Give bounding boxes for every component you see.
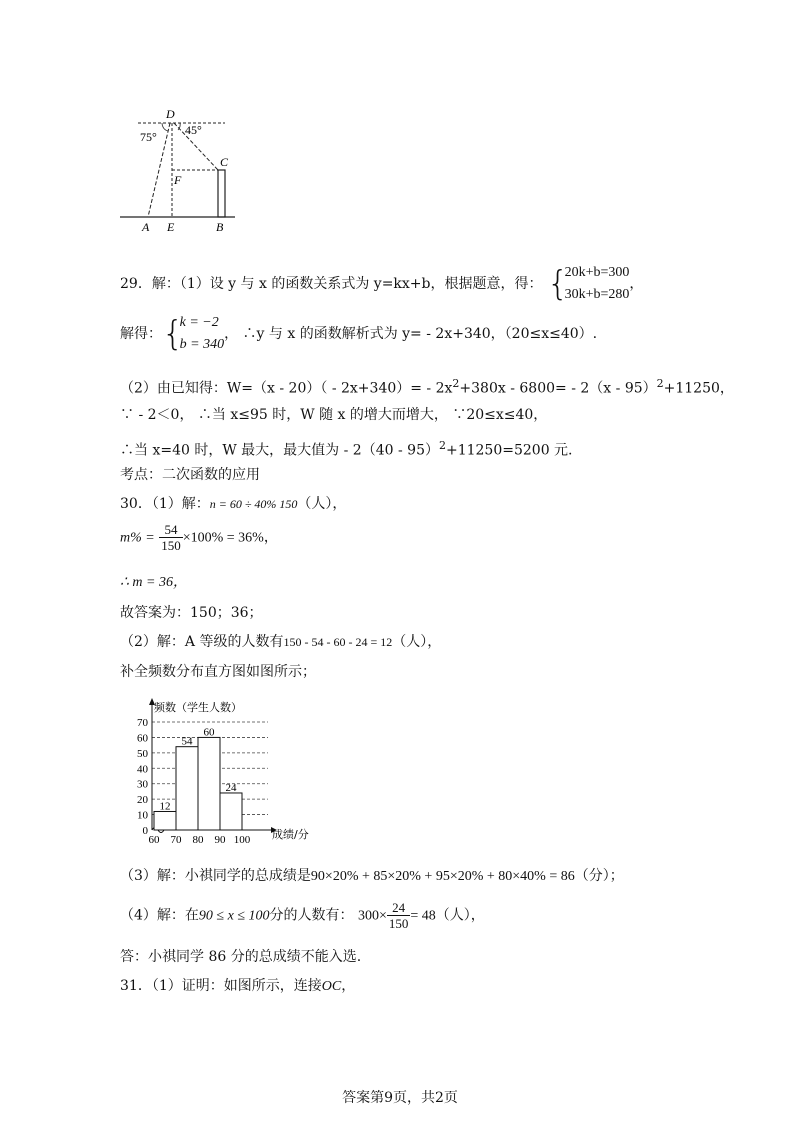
- y-tick-label: 0: [142, 825, 148, 837]
- q30-part3-tail: （分）；: [574, 868, 624, 884]
- label-D: D: [166, 107, 175, 121]
- q30-part4-range: 90 ≤ x ≤ 100: [198, 908, 270, 924]
- y-tick-label: 30: [137, 778, 148, 791]
- q30-part4-mid: 分的人数有：: [269, 907, 354, 924]
- q31-oc: OC: [321, 979, 342, 994]
- q30-part3: [120, 866, 624, 887]
- x-tick-label: 60: [148, 834, 160, 846]
- q30-hist-intro: 补全频数分布直方图如图所示；: [120, 664, 316, 680]
- frequency-histogram: [118, 693, 309, 853]
- q30-part2-math: 150 - 54 - 60 - 24 = 12: [283, 635, 393, 649]
- system1: [565, 262, 630, 306]
- label-angle75: 75°: [140, 130, 157, 144]
- y-tick-label: 20: [137, 794, 148, 807]
- q30-line1-tail: （人），: [297, 496, 347, 512]
- histogram-bar: [220, 793, 242, 830]
- q30-line1-text: 30．（1）解：: [120, 496, 210, 512]
- q30-part3-math: 90×20% + 85×20% + 95×20% + 80×40% = 86: [310, 869, 575, 884]
- bar-value-label: 60: [203, 726, 215, 739]
- system1-eq1: 20k+b=300: [564, 265, 630, 280]
- building-BC: [218, 170, 225, 217]
- q29-part2-line2: ∵ - 2＜0， ∴当 x≤95 时，W 随 x 的增大而增大， ∵20≤x≤40，: [120, 407, 548, 423]
- solve-text: ， ∴y 与 x 的函数解析式为 y= - 2x+340，（20≤x≤40）.: [224, 326, 598, 342]
- histogram-bar: [154, 811, 176, 830]
- q29-solve-line: [120, 312, 597, 356]
- superscript: 2: [438, 439, 446, 452]
- q29-line1-text: 解：（1）设 y 与 x 的函数关系式为 y=kx+b，根据题意，得：: [151, 276, 543, 292]
- system1-tail: ，: [629, 276, 644, 292]
- histogram-bar: [176, 747, 198, 830]
- q30-part3-text: （3）解：小祺同学的总成绩是: [120, 868, 311, 884]
- q30-part4-denominator: 150: [388, 916, 409, 931]
- q30-part2-tail: （人），: [392, 634, 442, 650]
- q30-part4-numerator: 24: [387, 900, 411, 916]
- q29-line1: [120, 262, 643, 306]
- system2-brace: {: [162, 314, 184, 354]
- x-tick-label: 80: [192, 834, 204, 846]
- y-tick-label: 70: [137, 717, 148, 729]
- q30-n-formula: n = 60 ÷ 40% 150: [209, 497, 298, 511]
- geometry-figure: [110, 104, 250, 236]
- q30-part4-lhs: 300×: [357, 908, 387, 924]
- label-E: E: [167, 220, 175, 234]
- x-tick-label: 90: [214, 834, 226, 846]
- q30-part2: [120, 632, 441, 652]
- superscript: 2: [452, 377, 460, 390]
- mpct-denominator: 150: [161, 538, 181, 553]
- label-F: F: [174, 173, 182, 187]
- histogram-bar: [198, 737, 220, 830]
- label-A: A: [142, 220, 150, 234]
- mpct-fraction: [159, 522, 183, 553]
- angle-arc-75: [162, 123, 168, 131]
- part2-line3-a: ∴当 x=40 时，W 最大，最大值为 - 2（40 - 95）: [120, 442, 439, 459]
- label-B: B: [216, 220, 224, 234]
- part2-line1-c: +11250，: [663, 380, 734, 397]
- bar-value-label: 24: [225, 781, 237, 794]
- y-tick-label: 10: [137, 809, 148, 822]
- q30-line1: [120, 494, 346, 514]
- y-axis-title: 频数（学生人数）: [154, 701, 242, 714]
- q30-answer: 故答案为：150；36；: [120, 605, 263, 621]
- system2-eq2: b = 340: [179, 337, 225, 352]
- y-tick-label: 50: [137, 747, 148, 760]
- q31-line1-tail: ，: [341, 978, 356, 994]
- q30-part4-text: （4）解：在: [120, 907, 199, 924]
- q30-part4-rhs: = 48: [410, 908, 436, 924]
- q30-conclusion: 答：小祺同学 86 分的总成绩不能入选.: [120, 949, 362, 965]
- q30-part4-fraction: [387, 900, 411, 931]
- system1-eq2: 30k+b=280: [564, 287, 630, 302]
- system1-brace: {: [546, 264, 569, 304]
- y-tick-label: 60: [137, 732, 148, 745]
- q30-part4-tail: （人），: [435, 907, 485, 924]
- q31-line1: [120, 976, 355, 997]
- superscript: 2: [656, 377, 664, 390]
- mpct-numerator: 54: [159, 522, 183, 538]
- q29-kaodian: 考点：二次函数的应用: [120, 467, 260, 483]
- label-angle45: 45°: [185, 123, 202, 137]
- bar-value-label: 54: [181, 735, 193, 748]
- system2-eq1: k = −2: [179, 315, 219, 330]
- part2-line3-b: +11250=5200 元.: [445, 442, 573, 459]
- solve-prefix: 解得：: [120, 326, 162, 342]
- x-tick-label: 70: [170, 834, 182, 846]
- q30-mpct-line: [120, 522, 278, 553]
- part2-line1-b: +380x - 6800= - 2（x - 95）: [459, 380, 657, 397]
- y-tick-label: 40: [137, 763, 148, 776]
- bar-value-label: 12: [159, 800, 171, 813]
- system2: [180, 312, 224, 356]
- q30-therefore: ∴ m = 36，: [120, 575, 187, 590]
- q29-number: 29．: [120, 276, 152, 292]
- page-footer: 答案第9页，共2页: [342, 1090, 458, 1106]
- part2-line1-a: （2）由已知得：W=（x - 20）（ - 2x+340）= - 2x: [120, 380, 453, 397]
- mpct-lhs: m% =: [120, 530, 155, 546]
- label-C: C: [220, 155, 229, 169]
- x-tick-label: 100: [233, 834, 251, 846]
- q29-part2-line3: [120, 436, 573, 461]
- q31-line1-text: 31．（1）证明：如图所示，连接: [120, 978, 322, 994]
- x-axis-title: 成绩/分: [272, 828, 309, 841]
- q30-part4: [120, 900, 485, 931]
- mpct-rhs: ×100% = 36%: [182, 530, 264, 546]
- q29-part2-line1: [120, 374, 734, 399]
- q30-part2-text: （2）解：A 等级的人数有: [120, 634, 284, 650]
- mpct-tail: ，: [263, 529, 278, 546]
